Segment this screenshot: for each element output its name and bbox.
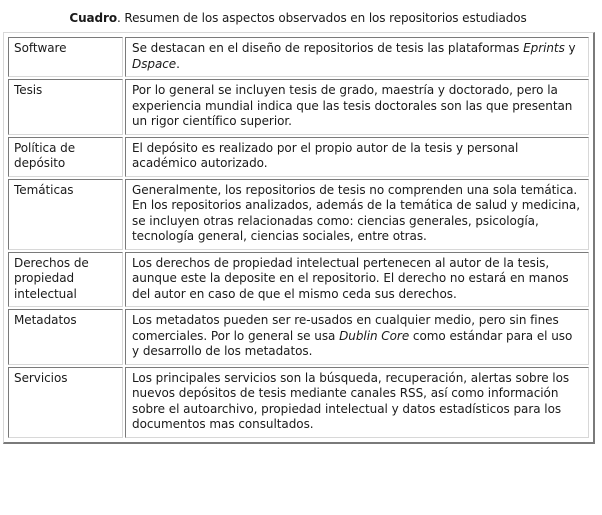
aspect-description: [125, 179, 589, 250]
aspect-description: [125, 137, 589, 177]
table-row: [8, 252, 589, 308]
description-text: Por lo general se incluyen tesis de grado, maestría y doctorado, pero la experiencia mundial indica que las tesis doctorales son las que presentan un rigor científico superior.: [132, 83, 573, 128]
aspect-label: Temáticas: [8, 179, 123, 250]
description-text: El depósito es realizado por el propio autor de la tesis y personal académico autorizado.: [132, 140, 519, 170]
aspect-description: [125, 309, 589, 365]
description-text: y: [564, 41, 576, 55]
aspect-description: [125, 252, 589, 308]
aspect-label: Metadatos: [8, 309, 123, 365]
summary-table: [6, 35, 591, 440]
aspect-description: [125, 367, 589, 438]
description-text: Generalmente, los repositorios de tesis no comprenden una sola temática. En los repositorios analizados, además de la temática de salud y medicina, se incluyen otras relacionadas como: ciencias generales, psicología, tecnología general, ciencias sociales, entre otras.: [132, 182, 580, 243]
caption-text: . Resumen de los aspectos observados en los repositorios estudiados: [116, 11, 527, 25]
summary-table-body: [8, 37, 589, 438]
table-row: [8, 309, 589, 365]
caption-label: Cuadro: [69, 11, 117, 25]
standard-name: Dublin Core: [339, 328, 410, 343]
aspect-description: [125, 79, 589, 135]
table-row: [8, 179, 589, 250]
description-text: Los principales servicios son la búsqueda, recuperación, alertas sobre los nuevos depósitos de tesis mediante canales RSS, así como información sobre el autoarchivo, propiedad intelectual y datos estadísticos para los documentos mas consultados.: [132, 370, 570, 431]
description-text: Los derechos de propiedad intelectual pertenecen al autor de la tesis, aunque este la deposite en el repositorio. El derecho no estará en manos del autor en caso de que el mismo ceda sus derechos.: [132, 255, 569, 301]
aspect-label: Tesis: [8, 79, 123, 135]
aspect-label: Política de depósito: [8, 137, 123, 177]
table-row: [8, 367, 589, 438]
platform-name: Eprints: [523, 41, 565, 55]
table-caption: [0, 10, 596, 26]
description-text: Se destacan en el diseño de repositorios de tesis las plataformas: [132, 41, 524, 55]
summary-table-frame: [3, 32, 595, 444]
aspect-label: Servicios: [8, 367, 123, 438]
aspect-description: [125, 37, 589, 77]
description-text: .: [176, 56, 180, 71]
aspect-label: Software: [8, 37, 123, 77]
platform-name: Dspace: [132, 56, 177, 71]
aspect-label: Derechos de propiedad intelectual: [8, 252, 123, 308]
table-row: [8, 79, 589, 135]
description-text: Los metadatos pueden ser re-usados en cualquier medio, pero sin fines comerciales. Por lo general se usa: [132, 313, 559, 343]
table-row: [8, 37, 589, 77]
table-row: [8, 137, 589, 177]
description-text: como estándar para el uso y desarrollo de los metadatos.: [132, 328, 573, 358]
